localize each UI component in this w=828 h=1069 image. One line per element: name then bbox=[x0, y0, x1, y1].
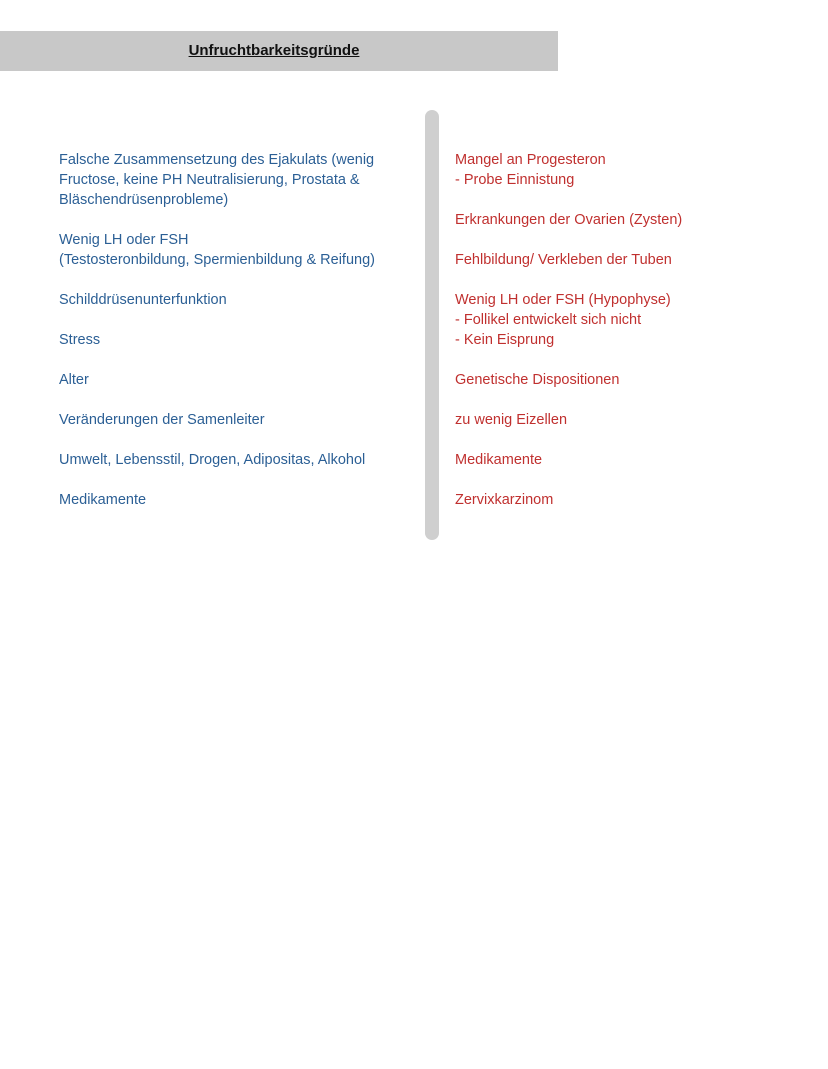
list-item: Veränderungen der Samenleiter bbox=[59, 412, 265, 428]
list-item: Mangel an Progesteron - Probe Einnistung bbox=[455, 152, 606, 188]
page-title: Unfruchtbarkeitsgründe bbox=[188, 42, 360, 59]
list-item: Medikamente bbox=[455, 452, 543, 468]
list-item: Fehlbildung/ Verkleben der Tuben bbox=[455, 252, 672, 268]
list-item: Umwelt, Lebensstil, Drogen, Adipositas, Alkohol bbox=[59, 452, 366, 468]
list-item: Genetische Dispositionen bbox=[455, 372, 620, 388]
column-divider bbox=[425, 110, 439, 540]
title-bar bbox=[0, 31, 558, 71]
list-item: Wenig LH oder FSH (Testosteronbildung, Spermienbildung & Reifung) bbox=[59, 232, 375, 268]
list-item: Erkrankungen der Ovarien (Zysten) bbox=[455, 212, 683, 228]
list-item: Zervixkarzinom bbox=[455, 492, 554, 508]
list-item: Stress bbox=[59, 332, 101, 348]
list-item: Falsche Zusammensetzung des Ejakulats (wenig Fructose, keine PH Neutralisierung, Prostata & Bläschendrüsenprobleme) bbox=[59, 152, 375, 208]
list-item: Medikamente bbox=[59, 492, 147, 508]
left-column-list bbox=[59, 150, 409, 530]
list-item: Schilddrüsenunterfunktion bbox=[59, 292, 227, 308]
right-column-list bbox=[455, 150, 795, 530]
list-item: Wenig LH oder FSH (Hypophyse) - Follikel entwickelt sich nicht - Kein Eisprung bbox=[455, 292, 671, 348]
list-item: zu wenig Eizellen bbox=[455, 412, 568, 428]
list-item: Alter bbox=[59, 372, 89, 388]
